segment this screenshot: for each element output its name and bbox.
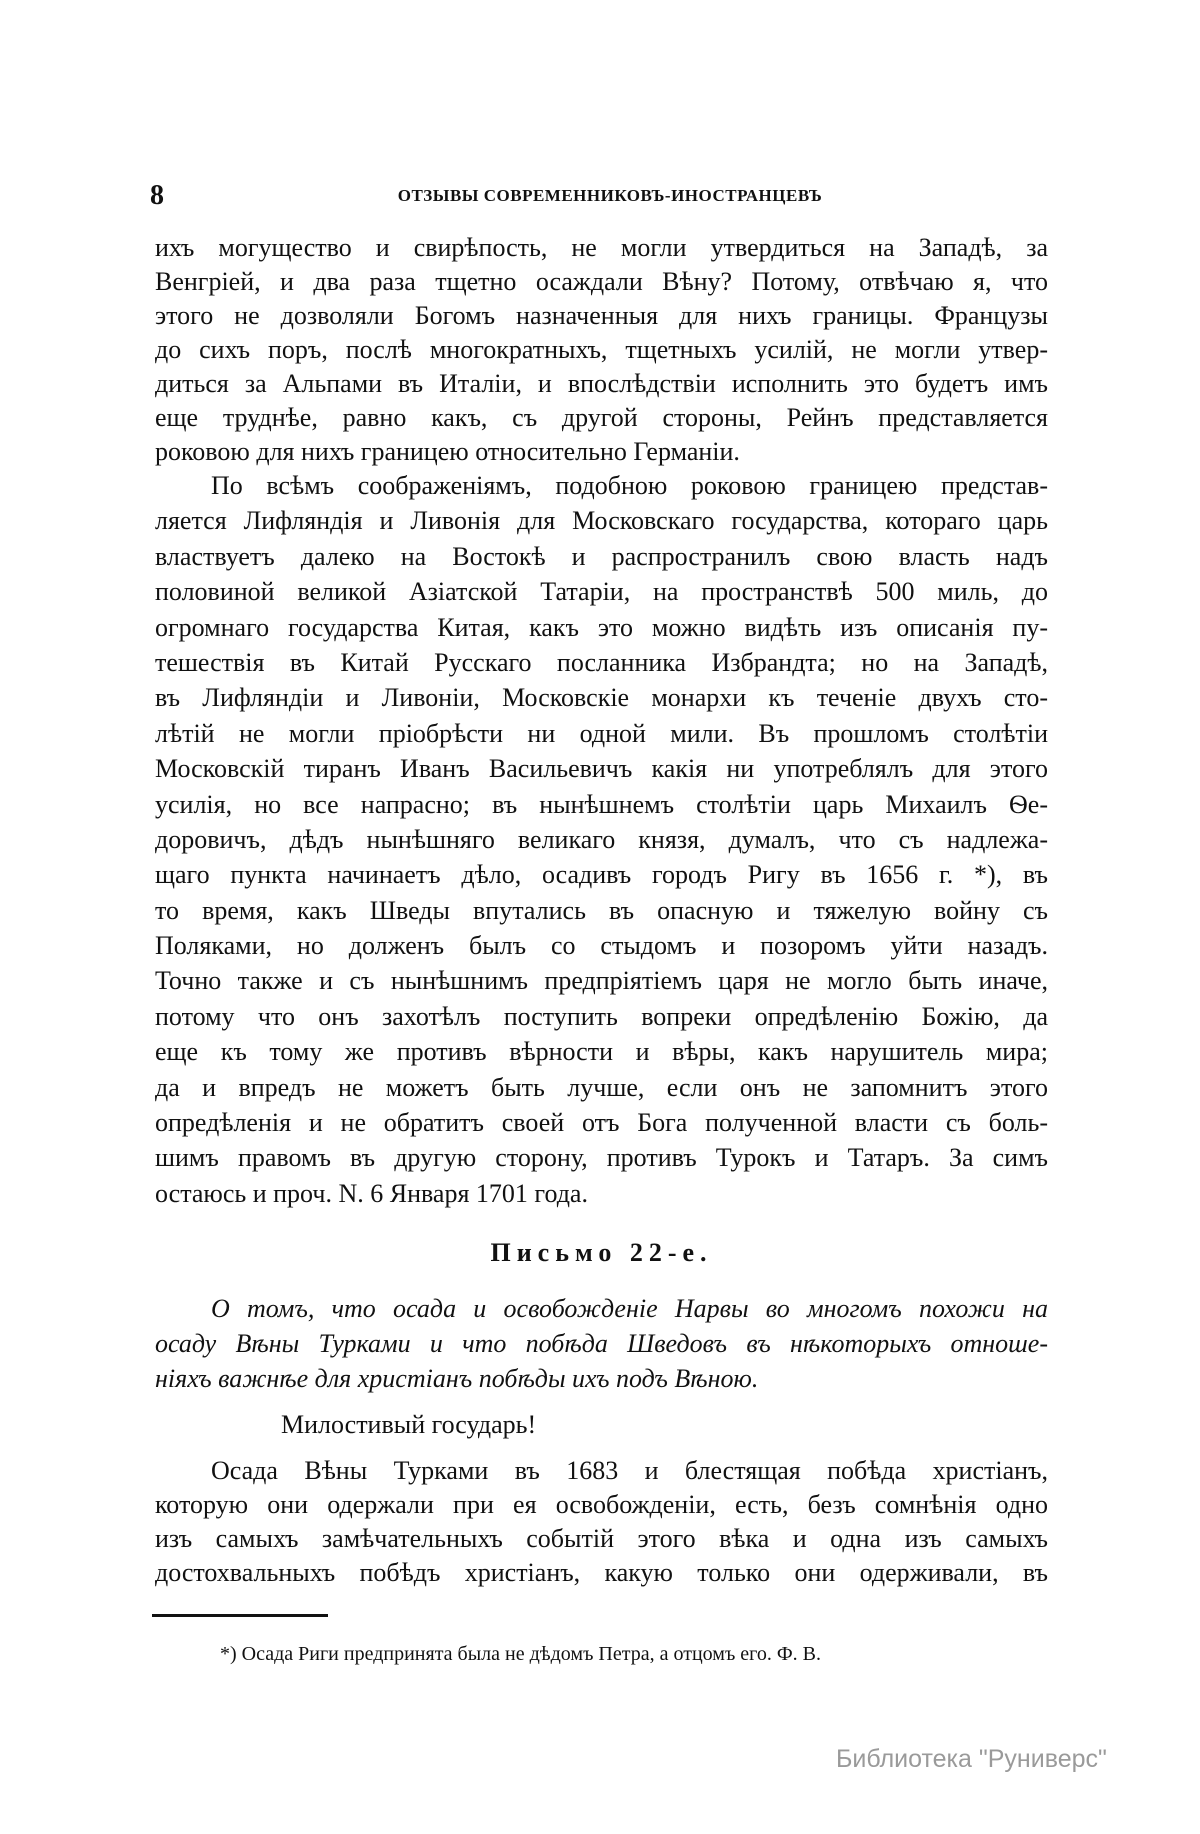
- text-line: остаюсь и проч. N. 6 Января 1701 года.: [155, 1178, 588, 1208]
- text-line: огромнаго государства Китая, какъ это можно видѣть изъ описанія пу-: [155, 612, 1048, 642]
- text-line: Осада Вѣны Турками въ 1683 и блестящая побѣда христіанъ,: [211, 1456, 1048, 1485]
- text-line: щаго пункта начинаетъ дѣло, осадивъ городъ Ригу въ 1656 г. *), въ: [155, 860, 1048, 890]
- text-line: ихъ могущество и свирѣпость, не могли утвердиться на Западѣ, за: [155, 233, 1048, 262]
- text-line: доровичъ, дѣдъ нынѣшняго великаго князя, думалъ, что съ надлежа-: [155, 824, 1048, 854]
- text-line: еще труднѣе, равно какъ, съ другой стороны, Рейнъ представляется: [155, 403, 1048, 432]
- text-line: шимъ правомъ въ другую сторону, противъ Турокъ и Татаръ. За симъ: [155, 1143, 1048, 1173]
- text-line: ніяхъ важнѣе для христіанъ побѣды ихъ подъ Вѣною.: [155, 1364, 759, 1393]
- footnote: *) Осада Риги предпринята была не дѣдомъ Петра, а отцомъ его. Ф. В.: [220, 1643, 822, 1665]
- text-line: достохвальныхъ побѣдъ христіанъ, какую только они одерживали, въ: [155, 1558, 1048, 1587]
- letter-summary: [155, 1291, 1048, 1396]
- text-line: Венгріей, и два раза тщетно осаждали Вѣну? Потому, отвѣчаю я, что: [155, 267, 1048, 296]
- text-line: этого не дозволяли Богомъ назначенныя для нихъ границы. Французы: [155, 301, 1048, 330]
- text-line: властвуетъ далеко на Востокѣ и распространилъ свою власть надъ: [155, 541, 1048, 571]
- text-line: роковою для нихъ границею относительно Германіи.: [155, 437, 740, 466]
- text-line: которую они одержали при ея освобожденіи, есть, безъ сомнѣнія одно: [155, 1490, 1048, 1519]
- text-line: до сихъ поръ, послѣ многократныхъ, тщетныхъ усилій, не могли утвер-: [155, 335, 1048, 364]
- paragraph-2: [155, 468, 1048, 1211]
- library-watermark: Библиотека "Руниверс": [836, 1745, 1107, 1773]
- text-line: По всѣмъ соображеніямъ, подобною роковою границею представ-: [211, 471, 1048, 500]
- text-line: опредѣленія и не обратитъ своей отъ Бога полученной власти съ боль-: [155, 1108, 1048, 1138]
- footnote-divider: [152, 1614, 328, 1617]
- text-line: то время, какъ Шведы впутались въ опасную и тяжелую войну съ: [155, 895, 1048, 925]
- text-line: тешествія въ Китай Русскаго посланника Избрандта; но на Западѣ,: [155, 647, 1048, 677]
- text-line: лѣтій не могли пріобрѣсти ни одной мили. Въ прошломъ столѣтіи: [155, 718, 1048, 748]
- paragraph-3: [155, 1454, 1048, 1590]
- page-number: 8: [150, 180, 164, 211]
- text-line: Поляками, но долженъ былъ со стыдомъ и позоромъ уйти назадъ.: [155, 931, 1048, 961]
- text-line: да и впредъ не можетъ быть лучше, если онъ не запомнитъ этого: [155, 1072, 1048, 1102]
- text-line: въ Лифляндіи и Ливоніи, Московскіе монархи къ теченіе двухъ сто-: [155, 683, 1048, 713]
- salutation: Милостивый государь!: [281, 1410, 537, 1439]
- text-line: ляется Лифляндія и Ливонія для Московскаго государства, котораго царь: [155, 506, 1048, 536]
- text-line: потому что онъ захотѣлъ поступить вопреки опредѣленію Божію, да: [155, 1001, 1048, 1031]
- text-line: Московскій тиранъ Иванъ Васильевичъ какія ни употреблялъ для этого: [155, 754, 1048, 784]
- text-line: еще къ тому же противъ вѣрности и вѣры, какъ нарушитель мира;: [155, 1037, 1048, 1067]
- letter-heading: Письмо 22-е.: [490, 1238, 713, 1267]
- paragraph-1: [155, 231, 1048, 469]
- running-title: ОТЗЫВЫ СОВРЕМЕННИКОВЪ-ИНОСТРАНЦЕВЪ: [397, 186, 823, 205]
- text-line: осаду Вѣны Турками и что побѣда Шведовъ въ нѣкоторыхъ отноше-: [155, 1329, 1048, 1358]
- text-line: О томъ, что осада и освобожденіе Нарвы во многомъ похожи на: [211, 1294, 1048, 1323]
- text-line: Точно также и съ нынѣшнимъ предпріятіемъ царя не могло быть иначе,: [155, 966, 1048, 996]
- text-line: усилія, но все напрасно; въ нынѣшнемъ столѣтіи царь Михаилъ Ѳе-: [155, 789, 1048, 819]
- text-line: половиной великой Азіатской Татаріи, на пространствѣ 500 миль, до: [155, 577, 1048, 607]
- text-line: диться за Альпами въ Италіи, и впослѣдствіи исполнить это будетъ имъ: [155, 369, 1048, 398]
- text-line: изъ самыхъ замѣчательныхъ событій этого вѣка и одна изъ самыхъ: [155, 1524, 1048, 1553]
